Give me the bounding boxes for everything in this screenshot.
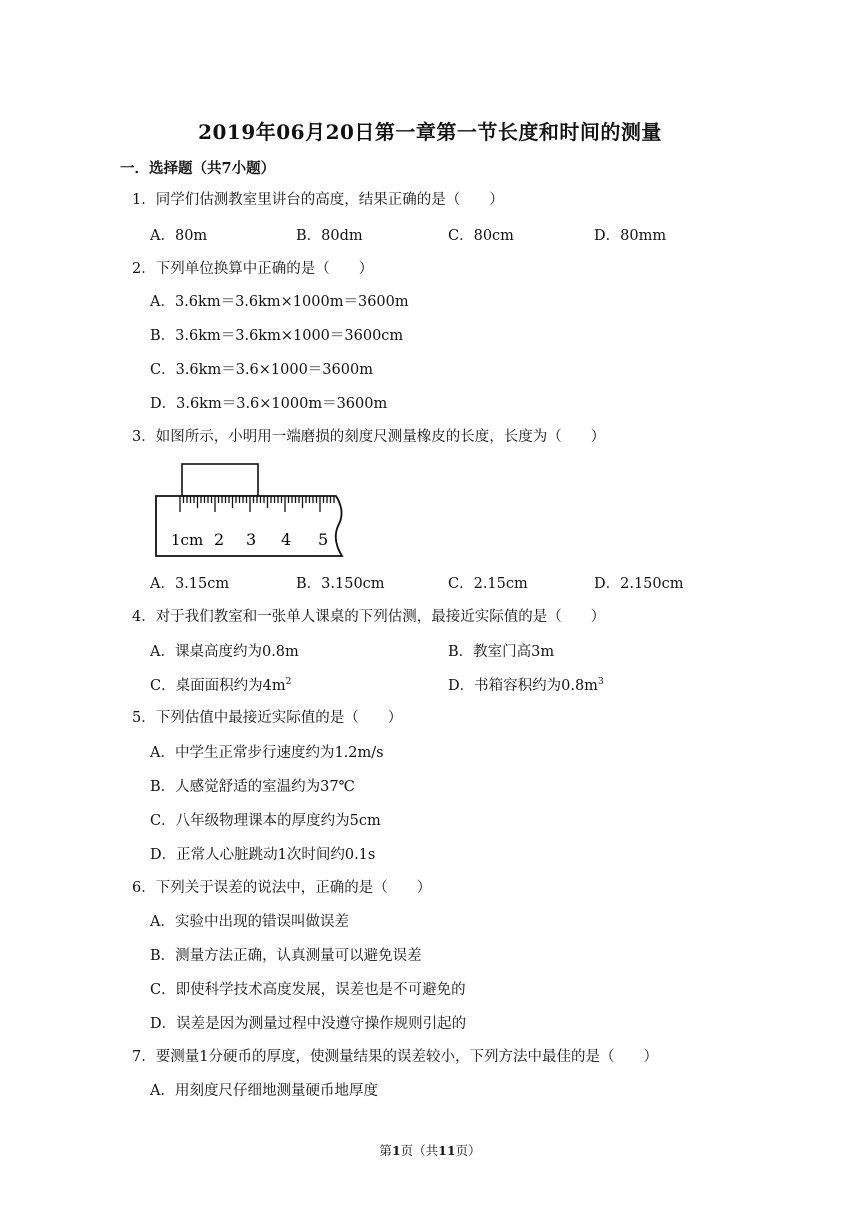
question-5-stem: 5．下列估值中最接近实际值的是（ ） bbox=[132, 710, 403, 726]
q5-option-c: C．八年级物理课本的厚度约为5cm bbox=[150, 813, 381, 829]
q4-option-c-text: C．桌面面积约为4m bbox=[150, 678, 286, 694]
ruler-label-4: 4 bbox=[281, 530, 292, 549]
q3-option-a: A．3.15cm bbox=[150, 576, 230, 592]
question-6-stem: 6．下列关于误差的说法中，正确的是（ ） bbox=[132, 880, 432, 896]
q2-option-b: B．3.6km＝3.6km×1000＝3600cm bbox=[150, 328, 404, 344]
ruler-eraser-figure bbox=[150, 460, 350, 560]
q3-option-b: B．3.150cm bbox=[296, 576, 385, 592]
footer-prefix: 第 bbox=[379, 1143, 392, 1158]
q2-option-c: C．3.6km＝3.6×1000＝3600m bbox=[150, 362, 373, 378]
question-4-stem: 4．对于我们教室和一张单人课桌的下列估测，最接近实际值的是（ ） bbox=[132, 609, 606, 625]
ruler-label-5: 5 bbox=[318, 530, 329, 549]
question-3-stem: 3．如图所示，小明用一端磨损的刻度尺测量橡皮的长度，长度为（ ） bbox=[132, 429, 606, 445]
q7-option-a: A．用刻度尺仔细地测量硬币地厚度 bbox=[150, 1083, 378, 1099]
section-heading: 一．选择题（共7小题） bbox=[120, 160, 276, 177]
q3-option-c: C．2.15cm bbox=[448, 576, 528, 592]
ruler-label-1cm: 1cm bbox=[171, 531, 204, 549]
page-title: 2019年06月20日第一章第一节长度和时间的测量 bbox=[198, 120, 662, 144]
question-7-stem: 7．要测量1分硬币的厚度，使测量结果的误差较小，下列方法中最佳的是（ ） bbox=[132, 1049, 658, 1065]
q4-option-d bbox=[448, 677, 604, 695]
ruler-label-3: 3 bbox=[246, 530, 257, 549]
q2-option-a: A．3.6km＝3.6km×1000m＝3600m bbox=[150, 294, 409, 310]
eraser-shape bbox=[182, 464, 258, 496]
q1-option-a: A．80m bbox=[150, 228, 208, 244]
q4-option-a: A．课桌高度约为0.8m bbox=[150, 644, 299, 660]
q1-option-b: B．80dm bbox=[296, 228, 363, 244]
q4-option-d-text: D．书箱容积约为0.8m bbox=[448, 678, 598, 694]
q5-option-b: B．人感觉舒适的室温约为37℃ bbox=[150, 779, 355, 795]
q3-option-d: D．2.150cm bbox=[594, 576, 684, 592]
q4-option-c-exponent: 2 bbox=[285, 677, 292, 688]
q6-option-a: A．实验中出现的错误叫做误差 bbox=[150, 914, 349, 930]
question-2-stem: 2．下列单位换算中正确的是（ ） bbox=[132, 261, 374, 277]
q5-option-d: D．正常人心脏跳动1次时间约0.1s bbox=[150, 847, 376, 863]
footer-mid: 页（共 bbox=[400, 1143, 439, 1158]
q6-option-b: B．测量方法正确，认真测量可以避免误差 bbox=[150, 948, 422, 964]
q6-option-c: C．即使科学技术高度发展，误差也是不可避免的 bbox=[150, 982, 466, 998]
q4-option-d-exponent: 3 bbox=[597, 677, 604, 688]
page-footer bbox=[0, 1141, 860, 1159]
footer-suffix: 页） bbox=[455, 1143, 481, 1158]
footer-total-pages: 11 bbox=[438, 1143, 456, 1158]
footer-page-number: 1 bbox=[391, 1143, 401, 1158]
ruler-label-2: 2 bbox=[214, 530, 225, 549]
q4-option-b: B．教室门高3m bbox=[448, 644, 555, 660]
q4-option-c bbox=[150, 677, 291, 695]
q5-option-a: A．中学生正常步行速度约为1.2m/s bbox=[150, 745, 384, 761]
q6-option-d: D．误差是因为测量过程中没遵守操作规则引起的 bbox=[150, 1016, 467, 1032]
question-1-stem: 1．同学们估测教室里讲台的高度，结果正确的是（ ） bbox=[132, 192, 504, 208]
q2-option-d: D．3.6km＝3.6×1000m＝3600m bbox=[150, 396, 388, 412]
q1-option-c: C．80cm bbox=[448, 228, 514, 244]
q1-option-d: D．80mm bbox=[594, 228, 667, 244]
